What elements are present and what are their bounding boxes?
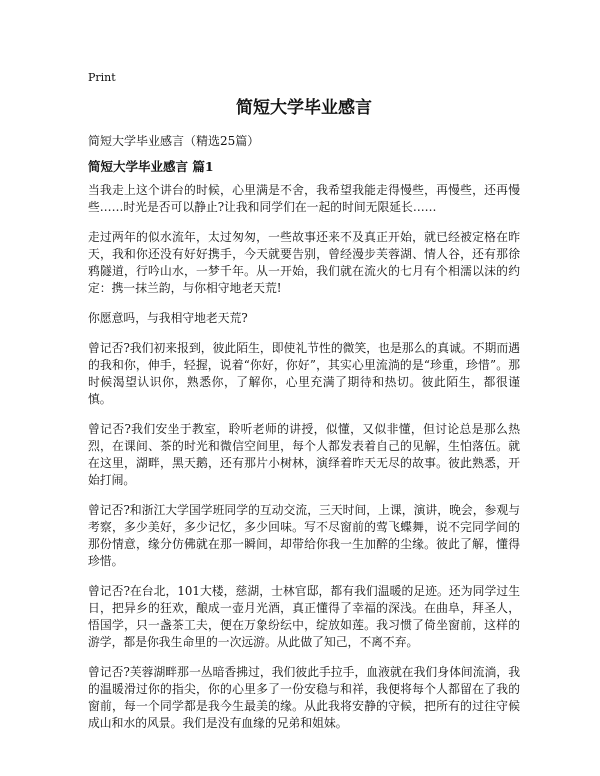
paragraph: 当我走上这个讲台的时候，心里满是不舍，我希望我能走得慢些，再慢些，还再慢些……时光是否可以静止?让我和同学们在一起的时间无限延长…… <box>88 183 520 214</box>
paragraph: 曾记否?芙蓉湖畔那一丛暗香拂过，我们彼此手拉手，血液就在我们身体间流淌，我的温暖滑过你的指尖，你的心里多了一份安稳与和祥，我便将每个人都留在了我的窗前，每一个同学都是我今生最美的缘。从此我将安静的守候，把所有的过往守候成山和水的风景。我们是没有血缘的兄弟和姐妹。 <box>88 665 520 730</box>
section-heading: 简短大学毕业感言 篇1 <box>88 159 214 174</box>
paragraph: 曾记否?我们安坐于教室，聆听老师的讲授，似懂，又似非懂，但讨论总是那么热烈，在课间、茶的时光和微信空间里，每个人都发表着自己的见解，生怕落伍。就在这里，湖畔，黑天鹅，还有那片小树林，演绎着昨天无尽的故事。彼此熟悉，开始打闹。 <box>88 422 520 487</box>
print-label: Print <box>88 71 116 84</box>
paragraph: 你愿意吗，与我相守地老天荒? <box>88 311 248 325</box>
paragraph: 曾记否?在台北，101大楼，慈湖，士林官邸，都有我们温暖的足迹。还为同学过生日，把异乡的狂欢，酿成一壶月光酒，真正懂得了幸福的深浅。在曲阜，拜圣人，悟国学，只一盏茶工夫，便在万象纷纭中，绽放如莲。我习惯了倚坐窗前，这样的游学，都是你我生命里的一次远游。从此做了知己，不离不弃。 <box>88 584 520 649</box>
document-title: 简短大学毕业感言 <box>236 98 372 118</box>
paragraph: 走过两年的似水流年，太过匆匆，一些故事还来不及真正开始，就已经被定格在昨天，我和你还没有好好携手，今天就要告别，曾经漫步芙蓉湖、情人谷，还有那徐鸦隧道，行吟山水，一梦千年。从一开始，我们就在流火的七月有个相濡以沫的约定：携一抹兰韵，与你相守地老天荒! <box>88 230 520 295</box>
document-subtitle: 简短大学毕业感言（精选25篇） <box>88 134 260 148</box>
document-body <box>88 182 520 745</box>
paragraph: 曾记否?和浙江大学国学班同学的互动交流，三天时间，上课，演讲，晚会，参观与考察，多少美好，多少记忆，多少回味。写不尽窗前的莺飞蝶舞，说不完同学间的那份情意，缘分仿佛就在那一瞬间，却带给你我一生加醉的尘缘。彼此了解，懂得珍惜。 <box>88 503 520 568</box>
paragraph: 曾记否?我们初来报到，彼此陌生，即使礼节性的微笑，也是那么的真诚。不期而遇的我和你，伸手，轻握，说着“你好，你好”，其实心里流淌的是“珍重，珍惜”。那时候渴望认识你，熟悉你，了解你，心里充满了期待和热切。彼此陌生，都很谨慎。 <box>88 341 520 406</box>
